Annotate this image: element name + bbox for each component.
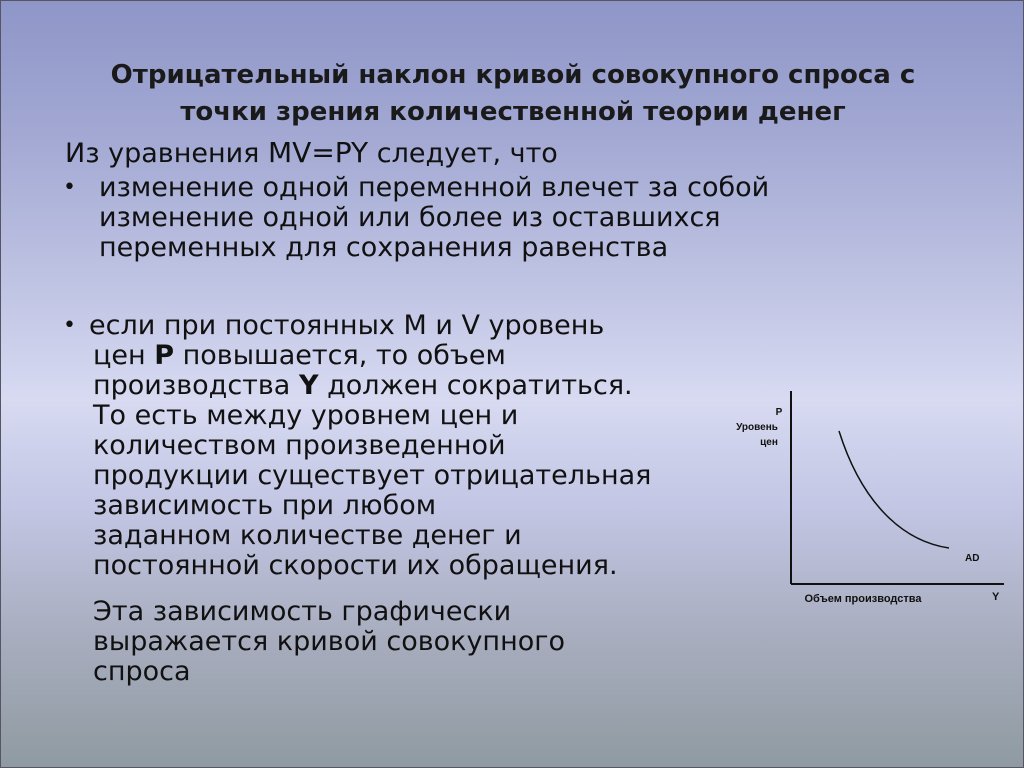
bullet-1-line-2: изменение одной или более из оставшихся (99, 202, 721, 233)
bullet-1-line-1: изменение одной переменной влечет за собой (99, 172, 770, 203)
bullet-2-line-4: То есть между уровнем цен и (93, 400, 519, 431)
note-text (93, 597, 565, 687)
intro-after: следует, что (368, 138, 558, 169)
y-axis-symbol: P (775, 407, 783, 418)
x-axis-label: Объем производства (804, 593, 922, 605)
b2-var-P: P (154, 340, 175, 371)
b2-l2-before: цен (93, 340, 155, 371)
intro-formula: MV=PY (268, 136, 369, 169)
bullet-2-line-7: зависимость при любом (93, 490, 437, 521)
ad-curve (839, 431, 949, 548)
bullet-2-line-5: количеством произведенной (93, 430, 506, 461)
x-axis-symbol: Y (992, 591, 1000, 603)
bullet-2-line-1 (89, 311, 651, 341)
ad-series-label: AD (965, 553, 980, 564)
bullet-2-line-6: продукции существует отрицательная (93, 460, 652, 491)
bullet-2-line-8: заданном количестве денег и (93, 520, 522, 551)
ad-chart (721, 381, 1011, 611)
bullet-2-line-3 (89, 371, 651, 401)
intro-text (65, 137, 558, 170)
slide-title (41, 57, 985, 131)
b2-l3-before: производства (93, 370, 299, 401)
note-line-2: выражается кривой совокупного (93, 626, 565, 657)
b2-var-V: V (461, 310, 480, 341)
b2-l1-mid: и (426, 310, 462, 341)
y-axis-label-line-2: цен (760, 437, 778, 448)
bullet-1-marker: • (63, 175, 76, 200)
bullet-1-line-3: переменных для сохранения равенства (99, 232, 669, 263)
b2-var-Y: Y (298, 370, 319, 401)
bullet-2-line-2 (89, 341, 651, 371)
b2-l1-before: если при постоянных (89, 310, 404, 341)
bullet-2-line-9: постоянной скорости их обращения. (93, 550, 618, 581)
title-line-2: точки зрения количественной теории денег (180, 97, 846, 127)
note-line-1: Эта зависимость графически (93, 596, 512, 627)
b2-var-M: M (403, 310, 427, 341)
b2-l1-after: уровень (479, 310, 605, 341)
intro-before: Из уравнения (65, 138, 269, 169)
bullet-2-marker: • (63, 313, 76, 338)
b2-l2-after: повышается, то объем (174, 340, 506, 371)
note-line-3: спроса (93, 656, 191, 687)
title-line-1: Отрицательный наклон кривой совокупного спроса с (110, 60, 916, 90)
b2-l3-after: должен сократиться. (318, 370, 633, 401)
y-axis-label-line-1: Уровень (736, 422, 778, 433)
